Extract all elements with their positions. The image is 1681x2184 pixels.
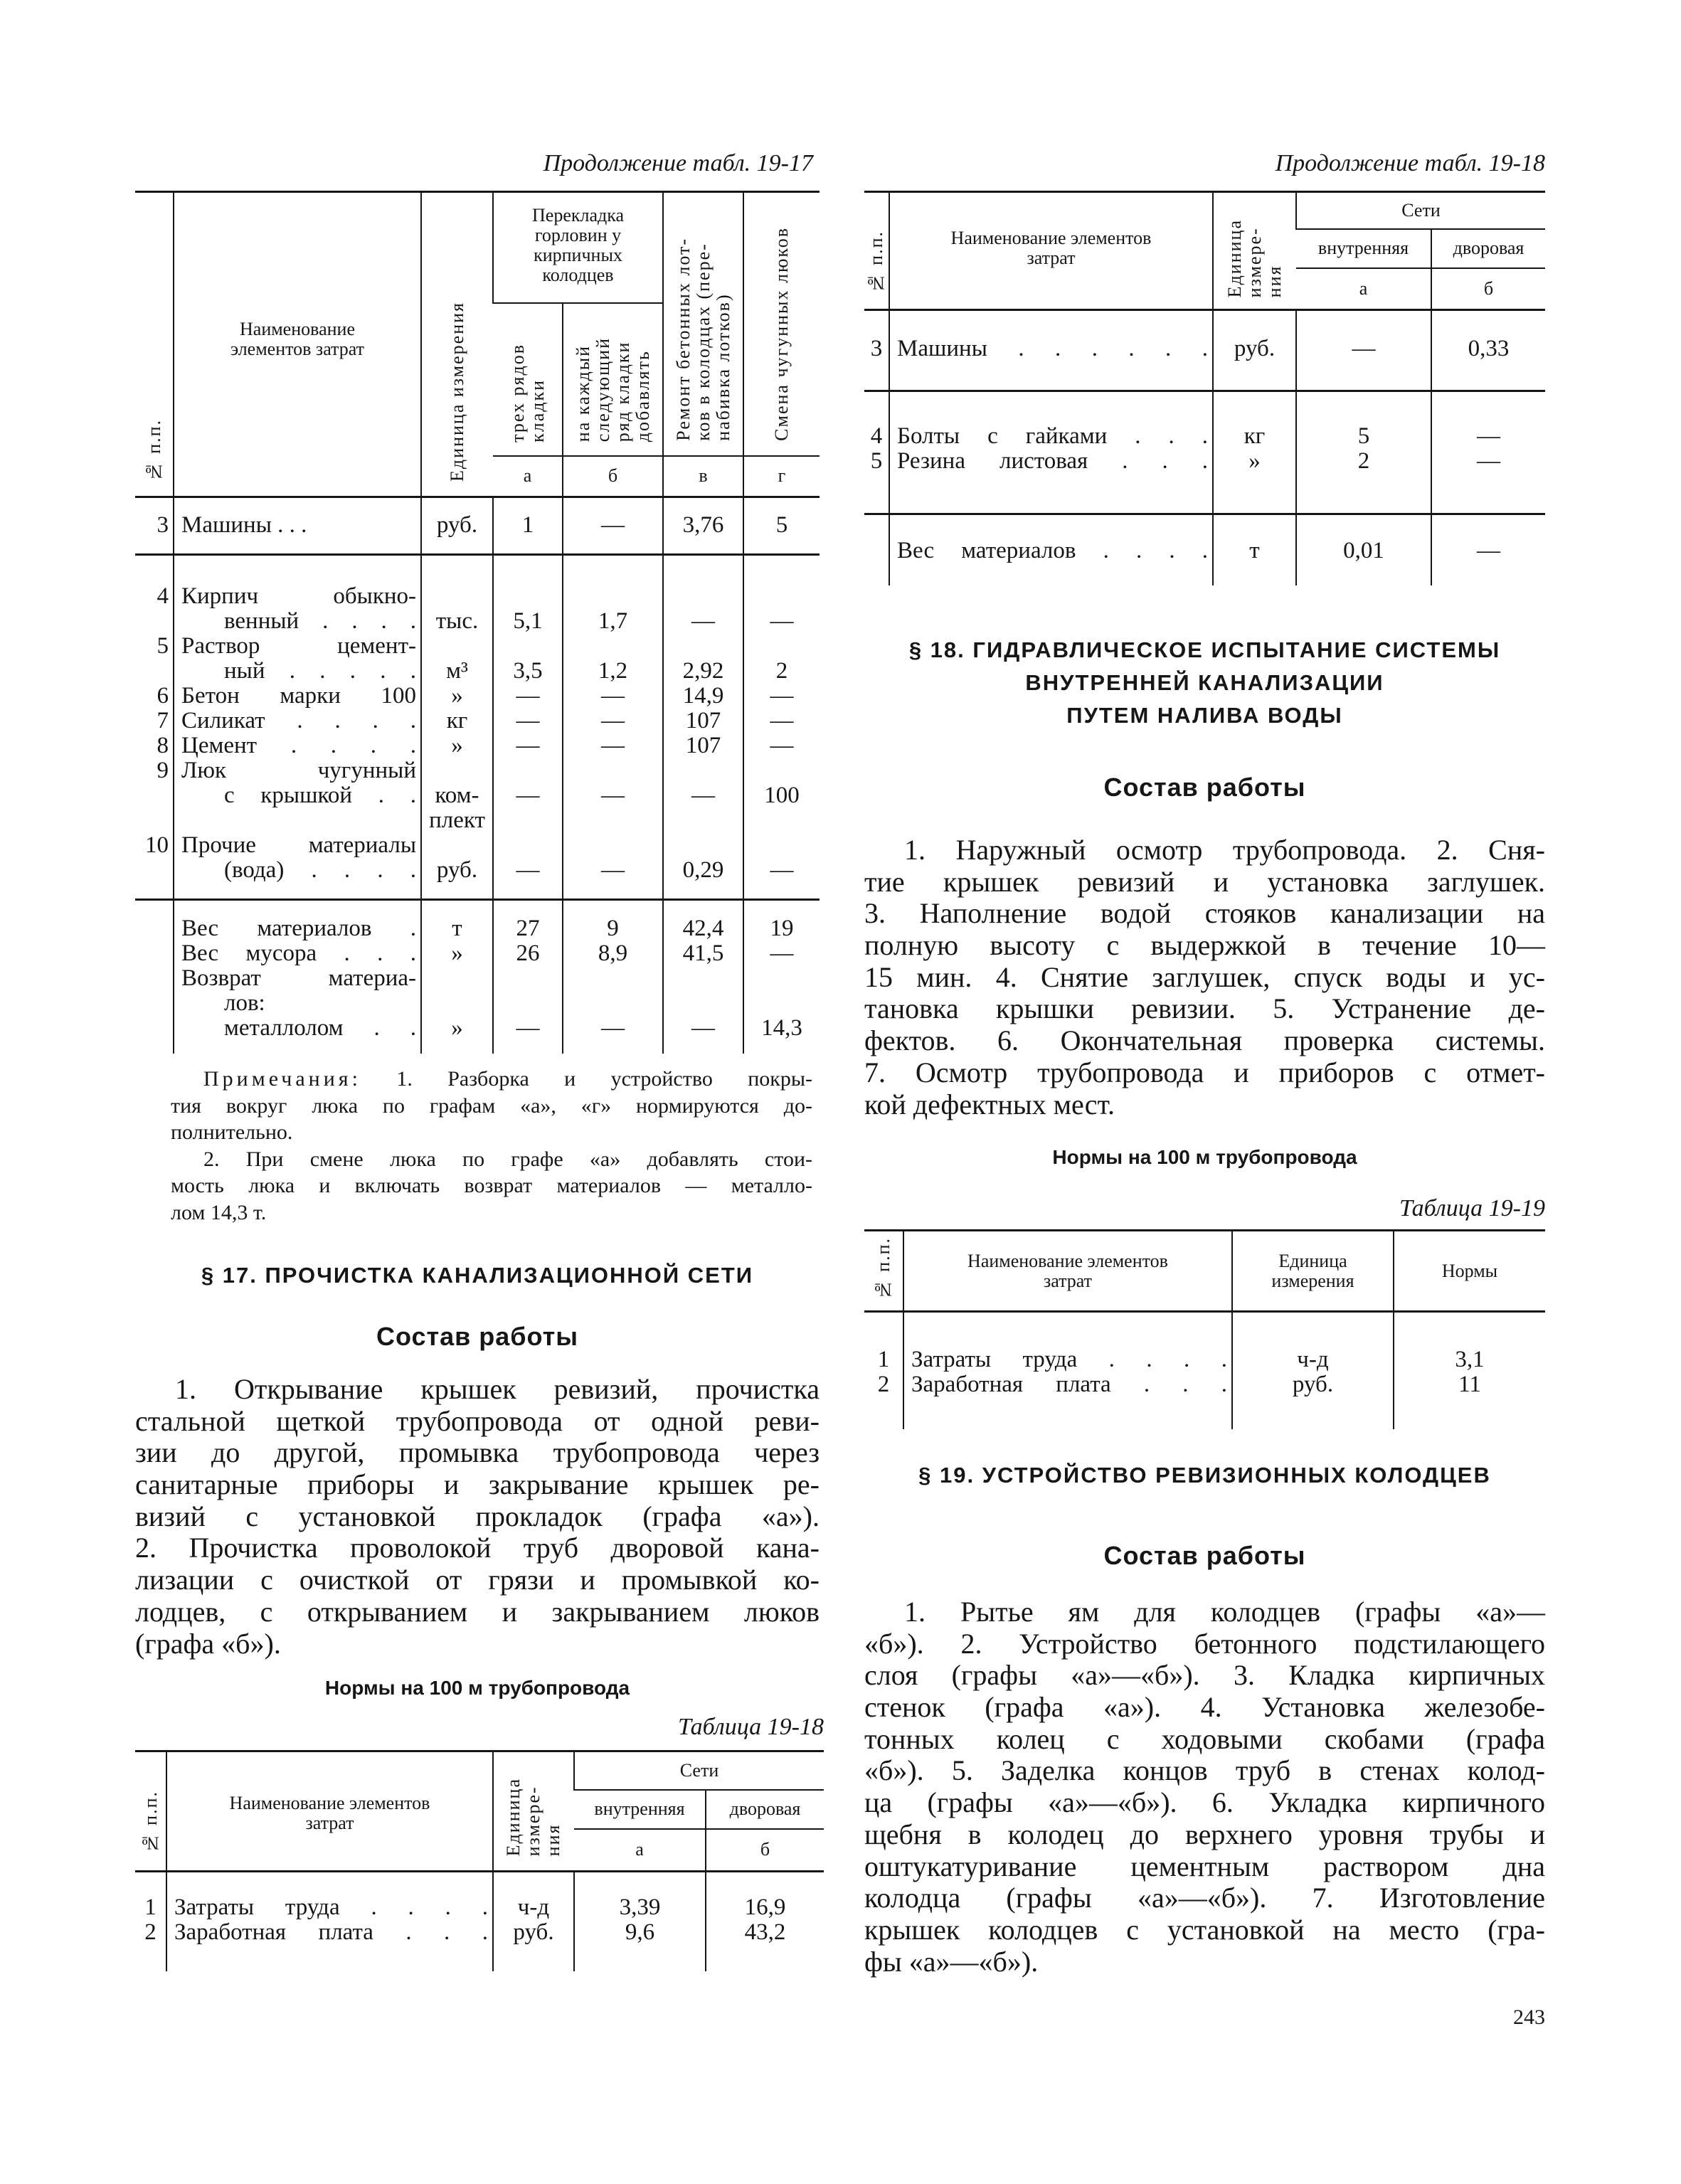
header-num: № п.п. — [135, 1751, 166, 1872]
cell-name: Прочие материалы — [174, 833, 421, 858]
cell-num: 2 — [877, 1372, 890, 1397]
text-line: 3. Наполнение водой стояков канализации на — [864, 897, 1545, 930]
text-line: санитарные приборы и закрывание крышек ре- — [135, 1468, 820, 1501]
cell-unit: руб. — [493, 1920, 574, 1945]
cell-v: 107 — [663, 709, 743, 733]
cell-num: 5 — [870, 448, 883, 474]
cell-a: — — [1296, 336, 1431, 361]
header-group-networks: Сети — [1296, 192, 1545, 229]
cell-v — [663, 966, 743, 991]
cell-a — [493, 808, 563, 833]
table-row — [135, 1016, 820, 1041]
cell-v — [663, 991, 743, 1016]
text-line: 7. Осмотр трубопровода и приборов с отмет- — [864, 1056, 1545, 1088]
cell-unit — [421, 758, 493, 783]
cell-name: Раствор цемент- — [174, 634, 421, 659]
cell-g — [743, 833, 820, 858]
cell-unit: руб. — [421, 858, 493, 883]
cell-num: 5 — [157, 633, 169, 659]
text-line: стальной щеткой трубопровода от одной реви- — [135, 1404, 820, 1437]
section-17-text — [135, 1374, 820, 1660]
note-line: 2. При смене люка по графе «а» добавлять стои- — [203, 1147, 812, 1171]
cell-name: (вода) . . . . — [174, 858, 421, 883]
header-letter-v: в — [663, 456, 743, 497]
table-19-18 — [135, 1750, 824, 1971]
cell-a: 1 — [493, 513, 563, 538]
cell-unit: м³ — [421, 659, 493, 684]
cell-a: — — [493, 858, 563, 883]
cell-b: — — [563, 513, 663, 538]
cell-g: — — [743, 709, 820, 733]
cell-name: Заработная плата . . . — [166, 1920, 493, 1945]
cell-g: — — [743, 684, 820, 709]
table-row — [135, 833, 820, 858]
cell-a: 5,1 — [493, 609, 563, 634]
table-caption-19-19: Таблица 19-19 — [1399, 1195, 1545, 1221]
cell-name: Люк чугунный — [174, 758, 421, 783]
header-letter-b: б — [1431, 268, 1545, 310]
table-row — [135, 783, 820, 808]
table-row — [135, 659, 820, 684]
cell-num: 1 — [144, 1894, 157, 1920]
table-row — [135, 609, 820, 634]
cell-b — [563, 584, 663, 609]
table-row — [864, 336, 1545, 361]
text-line: тонных колец с ходовыми скобами (графа — [864, 1722, 1545, 1755]
header-letter-b: б — [563, 456, 663, 497]
cell-num — [135, 609, 174, 634]
cell-b — [563, 833, 663, 858]
text-line: крышек колодцев с установкой на место (гра- — [864, 1913, 1545, 1946]
text-line: «б»). 2. Устройство бетонного подстилающего — [864, 1627, 1545, 1660]
cell-num: 6 — [157, 683, 169, 709]
header-col-g: Смена чугунных люков — [743, 192, 820, 456]
cell-num: 3 — [870, 336, 883, 361]
cell-name: с крышкой . . — [174, 783, 421, 808]
header-group-networks: Сети — [574, 1751, 824, 1790]
cell-v — [663, 584, 743, 609]
cell-name: Машины . . . — [174, 513, 421, 538]
table-19-18-continued — [864, 191, 1545, 585]
cell-v: — — [663, 609, 743, 634]
cell-name: Заработная плата . . . — [903, 1372, 1232, 1397]
cell-a: 9,6 — [574, 1920, 706, 1945]
cell-v — [663, 833, 743, 858]
norms-caption-19-18: Нормы на 100 м трубопровода — [324, 1677, 630, 1699]
cell-unit: » — [421, 733, 493, 758]
header-col-a: внутренняя — [574, 1790, 706, 1829]
cell-b — [563, 758, 663, 783]
notes-label: Примечания: — [203, 1067, 361, 1091]
section-19-text — [864, 1596, 1545, 1978]
cell-a: — — [493, 684, 563, 709]
cell-g: — — [743, 858, 820, 883]
table-row — [135, 858, 820, 883]
header-unit: Единица измерения — [1232, 1231, 1394, 1312]
header-num: № п.п. — [864, 192, 889, 310]
section-19-subtitle: Состав работы — [1103, 1541, 1306, 1570]
table-continuation-label-19-17: Продолжение табл. 19-17 — [543, 150, 813, 176]
table-row — [135, 808, 820, 833]
text-line: тие крышек ревизий и установка заглушек. — [864, 865, 1545, 898]
text-line: фектов. 6. Окончательная проверка системы. — [864, 1024, 1545, 1057]
cell-unit: руб. — [1213, 336, 1296, 361]
cell-v: — — [663, 1016, 743, 1041]
cell-b — [563, 634, 663, 659]
cell-name: Резина листовая . . . — [889, 449, 1213, 474]
cell-g — [743, 584, 820, 609]
cell-num: 4 — [870, 423, 883, 449]
cell-num — [135, 808, 174, 833]
cell-num — [135, 991, 174, 1016]
section-18-title-line: ВНУТРЕННЕЙ КАНАЛИЗАЦИИ — [1025, 670, 1384, 695]
header-norms: Нормы — [1394, 1231, 1545, 1312]
cell-v: 42,4 — [663, 916, 743, 941]
cell-num — [135, 966, 174, 991]
cell-b: — — [563, 858, 663, 883]
cell-unit: ч-д — [1232, 1347, 1394, 1372]
norms-caption-19-19: Нормы на 100 м трубопровода — [1052, 1146, 1357, 1168]
cell-b — [563, 966, 663, 991]
text-line: 2. Прочистка проволокой труб дворовой кана- — [135, 1532, 820, 1564]
note-line: тия вокруг люка по графам «а», «г» нормируются до- — [171, 1093, 812, 1118]
cell-g — [743, 758, 820, 783]
table-row — [135, 991, 820, 1016]
table-row — [864, 449, 1545, 474]
cell-a: 0,01 — [1296, 539, 1431, 563]
cell-unit: ком- — [421, 783, 493, 808]
header-name: Наименование элементов затрат — [889, 192, 1213, 310]
cell-num: 1 — [877, 1347, 890, 1372]
text-line: зии до другой, промывка трубопровода через — [135, 1436, 820, 1469]
cell-b: — — [1431, 449, 1545, 474]
cell-b: — — [563, 1016, 663, 1041]
cell-name: Возврат материа- — [174, 966, 421, 991]
header-letter-a: а — [1296, 268, 1431, 310]
section-19-title: § 19. УСТРОЙСТВО РЕВИЗИОННЫХ КОЛОДЦЕВ — [918, 1463, 1491, 1488]
cell-v: 0,29 — [663, 858, 743, 883]
text-line: ца (графы «а»—«б»). 6. Укладка кирпичного — [864, 1786, 1545, 1819]
table-19-19 — [864, 1229, 1545, 1429]
section-18-title-line: § 18. ГИДРАВЛИЧЕСКОЕ ИСПЫТАНИЕ СИСТЕМЫ — [908, 637, 1501, 662]
cell-num: 8 — [157, 733, 169, 758]
section-18-subtitle: Состав работы — [1103, 773, 1306, 802]
cell-name: венный . . . . — [174, 609, 421, 634]
table-row — [864, 424, 1545, 449]
cell-unit: тыс. — [421, 609, 493, 634]
cell-a — [493, 991, 563, 1016]
text-line: 1. Наружный осмотр трубопровода. 2. Сня- — [904, 834, 1545, 866]
cell-a: — — [493, 733, 563, 758]
cell-num — [135, 1016, 174, 1041]
cell-num: 7 — [157, 708, 169, 733]
text-line: колодца (графы «а»—«б»). 7. Изготовление — [864, 1882, 1545, 1914]
table-row — [135, 1920, 824, 1945]
header-group-relaying: Перекладка горловин у кирпичных колодцев — [493, 192, 663, 303]
cell-v: — — [663, 783, 743, 808]
header-letter-b: б — [706, 1829, 824, 1872]
header-col-v: Ремонт бетонных лот- ков в колодцах (пере- набивка лотков) — [663, 192, 743, 456]
text-line: лодцев, с открыванием и закрыванием люков — [135, 1595, 820, 1628]
header-letter-a: а — [493, 456, 563, 497]
cell-a — [493, 833, 563, 858]
cell-v: 14,9 — [663, 684, 743, 709]
table-notes — [171, 1066, 812, 1226]
cell-unit: т — [1213, 539, 1296, 563]
cell-name: Бетон марки 100 — [174, 684, 421, 709]
table-row — [135, 584, 820, 609]
cell-name: Вес материалов . . . . — [889, 539, 1213, 563]
table-row — [135, 513, 820, 538]
table-row — [135, 916, 820, 941]
cell-name: Кирпич обыкно- — [174, 584, 421, 609]
cell-unit: кг — [421, 709, 493, 733]
text-line: 15 мин. 4. Снятие заглушек, спуск воды и ус- — [864, 960, 1545, 993]
table-row — [135, 634, 820, 659]
cell-unit: кг — [1213, 424, 1296, 449]
cell-unit: » — [421, 1016, 493, 1041]
text-line: «б»). 5. Заделка концов труб в стенах колод- — [864, 1754, 1545, 1787]
section-17-title: § 17. ПРОЧИСТКА КАНАЛИЗАЦИОННОЙ СЕТИ — [201, 1263, 754, 1288]
cell-b: 8,9 — [563, 941, 663, 966]
cell-num: 9 — [157, 758, 169, 783]
table-row — [864, 1347, 1545, 1372]
cell-a: — — [493, 709, 563, 733]
note-line: мость люка и включать возврат материалов — металло- — [171, 1174, 812, 1197]
text-line: лизации с очисткой от грязи и промывкой ко- — [135, 1564, 820, 1596]
cell-name: Вес материалов . — [174, 916, 421, 941]
note-line: полнительно. — [171, 1120, 293, 1144]
cell-b: — — [1431, 424, 1545, 449]
section-18-title — [864, 634, 1545, 732]
cell-b: — — [563, 684, 663, 709]
cell-name: Цемент . . . . — [174, 733, 421, 758]
header-name: Наименование элементов затрат — [903, 1231, 1232, 1312]
cell-g: — — [743, 609, 820, 634]
cell-a — [493, 758, 563, 783]
cell-g: 100 — [743, 783, 820, 808]
text-line: полную высоту с выдержкой в течение 10— — [864, 929, 1545, 962]
table-continuation-label-19-18: Продолжение табл. 19-18 — [1275, 150, 1545, 176]
header-name: Наименование элементов затрат — [166, 1751, 493, 1872]
cell-b: 0,33 — [1431, 336, 1545, 361]
cell-unit: т — [421, 916, 493, 941]
cell-num — [135, 941, 174, 966]
text-line: 1. Рытье ям для колодцев (графы «а»— — [904, 1596, 1545, 1628]
text-line: стенок (графа «а»). 4. Установка железобе- — [864, 1691, 1545, 1724]
cell-v: 2,92 — [663, 659, 743, 684]
cell-b: 1,2 — [563, 659, 663, 684]
table-row — [135, 966, 820, 991]
header-col-a: внутренняя — [1296, 229, 1431, 268]
section-18-text — [864, 834, 1545, 1120]
header-letter-a: а — [574, 1829, 706, 1872]
cell-a: 27 — [493, 916, 563, 941]
header-num: № п.п. — [135, 192, 174, 497]
cell-a — [493, 584, 563, 609]
cell-unit: » — [421, 941, 493, 966]
cell-g — [743, 966, 820, 991]
cell-name: Затраты труда . . . . — [166, 1895, 493, 1920]
cell-num: 2 — [144, 1919, 157, 1945]
cell-g — [743, 808, 820, 833]
page-number: 243 — [1513, 2005, 1545, 2029]
text-line: оштукатуривание цементным раствором дна — [864, 1850, 1545, 1882]
cell-unit — [421, 833, 493, 858]
cell-name: металлолом . . — [174, 1016, 421, 1041]
cell-a: — — [493, 1016, 563, 1041]
cell-b: 9 — [563, 916, 663, 941]
cell-a: 3,5 — [493, 659, 563, 684]
cell-num — [135, 783, 174, 808]
cell-num: 10 — [145, 832, 169, 858]
cell-a — [493, 634, 563, 659]
cell-g — [743, 991, 820, 1016]
cell-b — [563, 808, 663, 833]
text-line: слоя (графы «а»—«б»). 3. Кладка кирпичных — [864, 1659, 1545, 1692]
cell-unit: руб. — [421, 513, 493, 538]
cell-g: 2 — [743, 659, 820, 684]
cell-g: — — [743, 941, 820, 966]
cell-n: 3,1 — [1394, 1347, 1545, 1372]
cell-b: 1,7 — [563, 609, 663, 634]
cell-g: 5 — [743, 513, 820, 538]
text-line: 1. Открывание крышек ревизий, прочистка — [175, 1373, 820, 1405]
cell-name: Вес мусора . . . — [174, 941, 421, 966]
cell-unit — [421, 991, 493, 1016]
text-line: визий с установкой прокладок (графа «а»). — [135, 1500, 820, 1532]
table-row — [135, 709, 820, 733]
cell-unit — [421, 966, 493, 991]
table-caption-19-18: Таблица 19-18 — [678, 1714, 824, 1740]
cell-name: Затраты труда . . . . — [903, 1347, 1232, 1372]
header-unit: Единица измере- ния — [1213, 192, 1296, 310]
cell-name: Болты с гайками . . . — [889, 424, 1213, 449]
cell-num — [135, 858, 174, 883]
header-name: Наименование элементов затрат — [174, 192, 421, 497]
text-line: кой дефектных мест. — [864, 1088, 1115, 1120]
cell-name: ный . . . . . — [174, 659, 421, 684]
header-unit: Единица измерения — [421, 192, 493, 497]
cell-a: — — [493, 783, 563, 808]
cell-num — [864, 539, 889, 563]
cell-a — [493, 966, 563, 991]
header-letter-g: г — [743, 456, 820, 497]
cell-g — [743, 634, 820, 659]
cell-b: — — [1431, 539, 1545, 563]
text-line: фы «а»—«б»). — [864, 1945, 1039, 1978]
table-row — [864, 1372, 1545, 1397]
text-line: щебня в колодец до верхнего уровня трубы и — [864, 1818, 1545, 1850]
cell-unit: руб. — [1232, 1372, 1394, 1397]
text-line: (графа «б»). — [135, 1627, 281, 1660]
table-row — [135, 758, 820, 783]
cell-v: 107 — [663, 733, 743, 758]
cell-a: 5 — [1296, 424, 1431, 449]
cell-name — [174, 808, 421, 833]
cell-b — [563, 991, 663, 1016]
cell-unit: ч-д — [493, 1895, 574, 1920]
cell-b: 16,9 — [706, 1895, 824, 1920]
note-line: лом 14,3 т. — [171, 1200, 267, 1224]
table-row — [864, 539, 1545, 563]
cell-name: Машины . . . . . . — [889, 336, 1213, 361]
header-col-b: на каждый следующий ряд кладки добавлять — [563, 303, 663, 456]
cell-num: 3 — [157, 512, 169, 538]
cell-v — [663, 808, 743, 833]
cell-b: — — [563, 783, 663, 808]
cell-v — [663, 758, 743, 783]
cell-unit: плект — [421, 808, 493, 833]
note-line: Примечания: 1. Разборка и устройство покры- — [203, 1067, 812, 1091]
cell-name: Силикат . . . . — [174, 709, 421, 733]
cell-b: — — [563, 709, 663, 733]
header-col-b: дворовая — [706, 1790, 824, 1829]
section-18-title-line: ПУТЕМ НАЛИВА ВОДЫ — [1066, 703, 1343, 728]
cell-g: 19 — [743, 916, 820, 941]
table-19-17 — [135, 191, 820, 1054]
cell-unit — [421, 634, 493, 659]
cell-a: 26 — [493, 941, 563, 966]
table-row — [135, 684, 820, 709]
cell-g: — — [743, 733, 820, 758]
cell-unit: » — [421, 684, 493, 709]
cell-num: 4 — [157, 583, 169, 609]
text-line: тановка крышки ревизии. 5. Устранение де- — [864, 992, 1545, 1025]
cell-v: 3,76 — [663, 513, 743, 538]
cell-num — [135, 659, 174, 684]
header-col-a: трех рядов кладки — [493, 303, 563, 456]
cell-v: 41,5 — [663, 941, 743, 966]
cell-n: 11 — [1394, 1372, 1545, 1397]
cell-a: 2 — [1296, 449, 1431, 474]
header-num: № п.п. — [864, 1231, 903, 1312]
cell-name: лов: — [174, 991, 421, 1016]
header-unit: Единица измере- ния — [493, 1751, 574, 1872]
cell-unit: » — [1213, 449, 1296, 474]
header-col-b: дворовая — [1431, 229, 1545, 268]
section-17-subtitle: Состав работы — [376, 1322, 579, 1351]
table-row — [135, 1895, 824, 1920]
cell-unit — [421, 584, 493, 609]
table-row — [135, 733, 820, 758]
cell-b: 43,2 — [706, 1920, 824, 1945]
cell-v — [663, 634, 743, 659]
cell-a: 3,39 — [574, 1895, 706, 1920]
table-row — [135, 941, 820, 966]
cell-num — [135, 916, 174, 941]
cell-b: — — [563, 733, 663, 758]
cell-g: 14,3 — [743, 1016, 820, 1041]
